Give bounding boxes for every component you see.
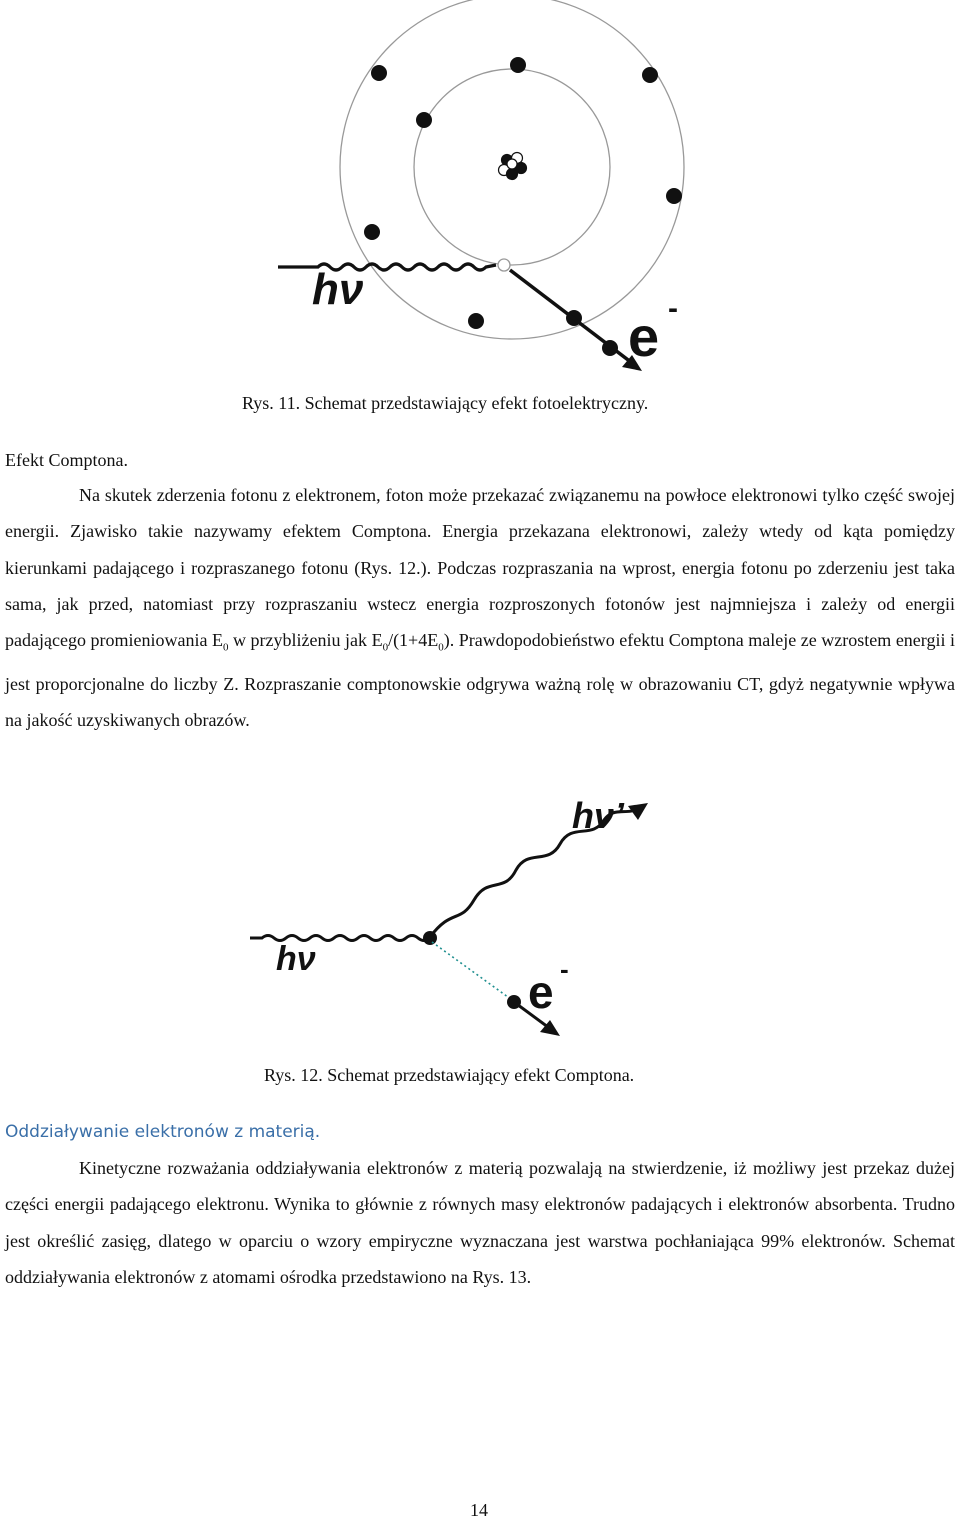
electron-dot [642, 67, 658, 83]
electron-dot [364, 224, 380, 240]
compton-paragraph: Na skutek zderzenia fotonu z elektronem, foton może przekazać związanemu na powłoce elektronowi tylko część swojej energii. Zjawisko takie nazywamy efektem Comptona. Energia przekazana elektronowi, zależy wtedy od kąta pomiędzy kierunkami padającego i rozpraszanego fotonu (Rys. 12.). Podczas rozpraszania na wprost, energia fotonu po zderzeniu jest taka sama, jak przed, natomiast przy rozpraszaniu wstecz energia rozproszonych fotonów jest najmniejsza i zależy od energii padającego promieniowania $E_0$ w przybliżeniu jak $E_0/(1+4E_0)$. Prawdopodobieństwo efektu Comptona maleje ze wzrostem energii i jest proporcjonalne do liczby Z. Rozpraszanie comptonowskie odgrywa ważną rolę w obrazowaniu CT, gdyż negatywnie wpływa na jakość uzyskiwanych obrazów. [5, 485, 955, 731]
vacancy-dot [498, 259, 510, 271]
electron-dot [468, 313, 484, 329]
compton-heading: Efekt Comptona. [5, 450, 128, 470]
electron-dot [666, 188, 682, 204]
figure-12-caption: Rys. 12. Schemat przedstawiający efekt Comptona. [264, 1065, 635, 1085]
photoelectric-diagram [0, 0, 960, 390]
electron-label: e [528, 966, 554, 1018]
compton-diagram [0, 790, 960, 1050]
ejected-electron-dot [602, 340, 618, 356]
page-number: 14 [470, 1500, 488, 1520]
figure-11-caption: Rys. 11. Schemat przedstawiający efekt fotoelektryczny. [242, 393, 649, 413]
electron-dotted-path [432, 942, 512, 1000]
section-heading: Oddziaływanie elektronów z materią. [5, 1122, 321, 1142]
electron-dot [371, 65, 387, 81]
section-paragraph: Kinetyczne rozważania oddziaływania elektronów z materią pozwalają na stwierdzenie, iż możliwy jest przekaz dużej części energii padającego elektronu. Wynika to głównie z równych masy elektronów padających i elektronów absorbenta. Trudno jest określić zasięg, dlatego w oparciu o wzory empiryczne wyznaczana jest warstwa pochłaniająca 99% elektronów. Schemat oddziaływania elektronów z atomami ośrodka przedstawiono na Rys. 13. [5, 1158, 955, 1287]
scattered-photon-label: hν’ [572, 795, 625, 836]
collision-point-dot [423, 931, 437, 945]
electron-dot [416, 112, 432, 128]
incoming-photon-wave [278, 264, 496, 270]
electron-dot [510, 57, 526, 73]
electron-charge-label: - [668, 292, 678, 325]
photon-label: hν [276, 940, 316, 978]
electron-charge-label: - [560, 954, 569, 984]
photon-label: hν [312, 265, 364, 314]
electron-label: e [628, 305, 660, 368]
nucleus-icon [499, 153, 527, 180]
